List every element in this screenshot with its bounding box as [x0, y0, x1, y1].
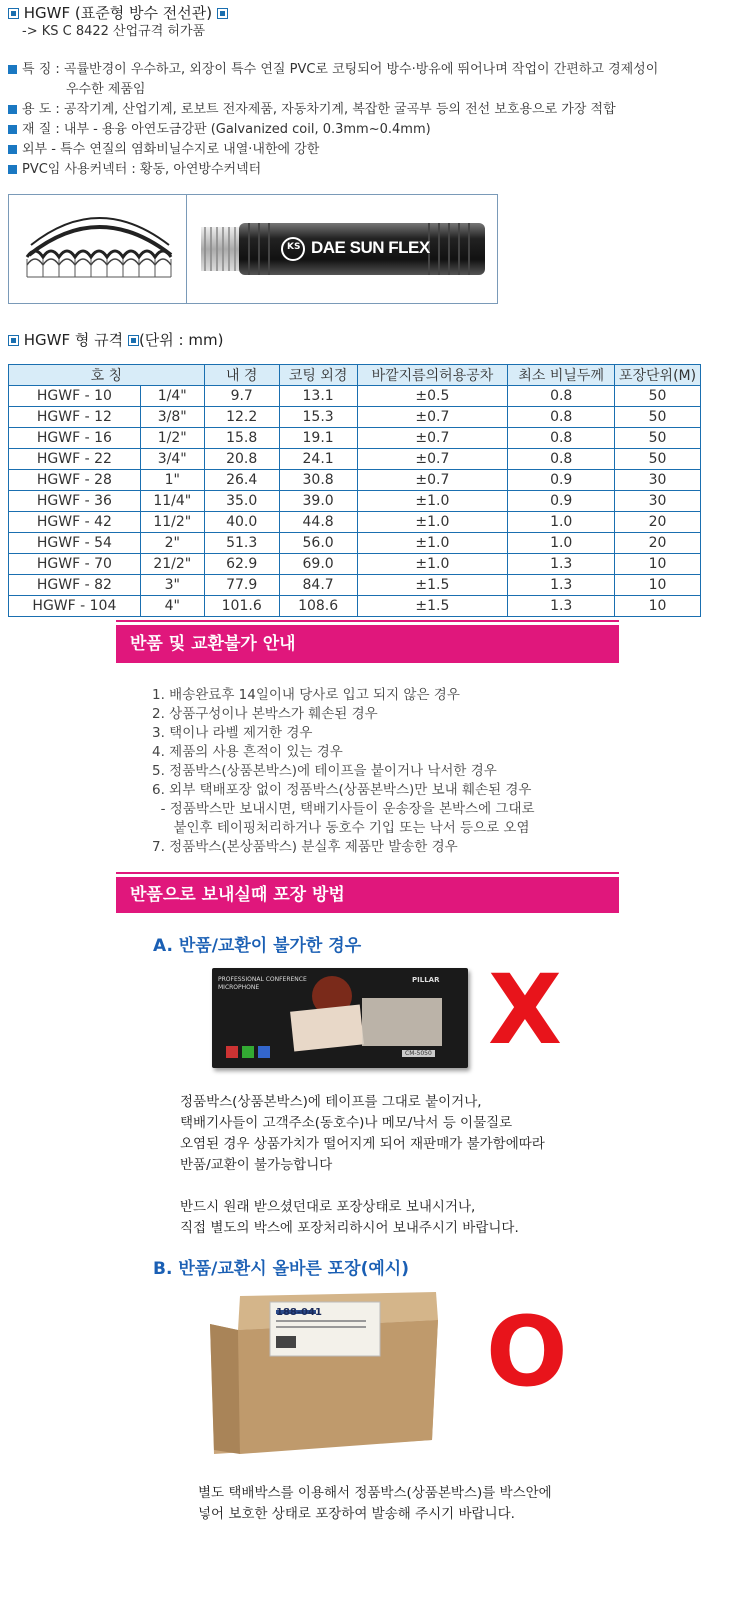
table-cell: 69.0 [279, 554, 357, 575]
table-cell: HGWF - 28 [9, 470, 141, 491]
box-icon [226, 1046, 238, 1058]
table-row [9, 596, 701, 617]
blue-square-icon [8, 105, 17, 114]
table-row [9, 428, 701, 449]
table-cell: 0.8 [508, 407, 615, 428]
table-cell: 4" [140, 596, 204, 617]
table-header: 내 경 [204, 365, 279, 386]
table-cell: 11/4" [140, 491, 204, 512]
page-title-row [8, 2, 228, 23]
table-cell: 35.0 [204, 491, 279, 512]
table-cell: 24.1 [279, 449, 357, 470]
box-label-text: PROFESSIONAL CONFERENCE [218, 976, 307, 983]
table-cell: 39.0 [279, 491, 357, 512]
table-cell: ±1.0 [357, 512, 508, 533]
table-cell: HGWF - 12 [9, 407, 141, 428]
table-cell: 21/2" [140, 554, 204, 575]
spec-list [8, 60, 733, 180]
ks-badge-text: KS [287, 242, 301, 252]
table-cell: 77.9 [204, 575, 279, 596]
table-row [9, 407, 701, 428]
table-cell: ±1.0 [357, 491, 508, 512]
table-cell: 30 [615, 470, 701, 491]
box-icon [258, 1046, 270, 1058]
spec-table [8, 364, 701, 617]
label-number: 188-041 [276, 1307, 322, 1318]
list-item: 3. 택이나 라벨 제거한 경우 [152, 725, 313, 741]
spec-item-cont: 우수한 제품임 [66, 82, 146, 97]
table-header: 바깥지름의허용공차 [357, 365, 508, 386]
table-cell: 0.9 [508, 470, 615, 491]
table-row [9, 449, 701, 470]
table-row [9, 533, 701, 554]
table-cell: 108.6 [279, 596, 357, 617]
list-item: 5. 정품박스(상품본박스)에 테이프을 붙이거나 낙서한 경우 [152, 763, 497, 779]
table-row [9, 470, 701, 491]
square-bullet-icon [128, 335, 139, 346]
table-cell: 10 [615, 554, 701, 575]
notice-list [152, 686, 612, 857]
table-header-row [9, 365, 701, 386]
section-a-title: A. 반품/교환이 불가한 경우 [153, 936, 362, 956]
blue-square-icon [8, 65, 17, 74]
table-cell: 9.7 [204, 386, 279, 407]
table-cell: 0.8 [508, 449, 615, 470]
blue-square-icon [8, 165, 17, 174]
table-cell: 3/4" [140, 449, 204, 470]
table-cell: HGWF - 54 [9, 533, 141, 554]
square-bullet-icon [217, 8, 228, 19]
table-cell: 50 [615, 428, 701, 449]
table-header: 코팅 외경 [279, 365, 357, 386]
table-cell: 3/8" [140, 407, 204, 428]
table-section-title: HGWF 형 규격 (단위 : mm) [8, 329, 223, 350]
blue-square-icon [8, 125, 17, 134]
table-cell: HGWF - 104 [9, 596, 141, 617]
list-item: 붙인후 테이핑처리하거나 동호수 기입 또는 낙서 등으로 오염 [152, 820, 530, 836]
table-cell: ±0.7 [357, 407, 508, 428]
table-cell: 20 [615, 533, 701, 554]
table-cell: 1.3 [508, 575, 615, 596]
square-bullet-icon [8, 335, 19, 346]
tape-label [362, 998, 442, 1046]
table-cell: 0.8 [508, 386, 615, 407]
table-row [9, 491, 701, 512]
conduit-photo [199, 213, 489, 285]
table-cell: ±1.0 [357, 533, 508, 554]
table-cell: 1.3 [508, 596, 615, 617]
box-model: CM-5050 [402, 1050, 435, 1057]
section-a-text: 정품박스(상품본박스)에 테이프를 그대로 붙이거나, 택배기사들이 고객주소(동호수)나 메모/낙서 등 이물질로 오염된 경우 상품가치가 떨어지게 되어 재판매가 불가함에따라 반품/교환이 불가능합니다 반드시 원래 받으셨던대로 포장상태로 보내시거나, 직접 별도의 박스에 포장처리하시어 보내주시기 바랍니다. [180, 1094, 545, 1236]
table-cell: 0.8 [508, 428, 615, 449]
table-cell: 1/4" [140, 386, 204, 407]
table-cell: 30 [615, 491, 701, 512]
table-row [9, 554, 701, 575]
table-cell: 44.8 [279, 512, 357, 533]
table-cell: 1.3 [508, 554, 615, 575]
table-cell: ±1.5 [357, 575, 508, 596]
table-cell: 1.0 [508, 512, 615, 533]
table-cell: 10 [615, 596, 701, 617]
list-item: 6. 외부 택배포장 없이 정품박스(상품본박스)만 보내 훼손된 경우 [152, 782, 532, 798]
table-row [9, 512, 701, 533]
o-mark: O [486, 1296, 568, 1408]
page-title: HGWF (표준형 방수 전선관) [23, 4, 213, 22]
table-header: 호 칭 [9, 365, 205, 386]
box-icon [242, 1046, 254, 1058]
square-bullet-icon [8, 8, 19, 19]
spec-item: 특 징 : 곡률반경이 우수하고, 외장이 특수 연질 PVC로 코팅되어 방수·방유에 뛰어나며 작업이 간편하고 경제성이 [8, 60, 733, 80]
table-row [9, 575, 701, 596]
packing-banner: 반품으로 보내실때 포장 방법 [116, 877, 619, 913]
table-cell: 20 [615, 512, 701, 533]
table-cell: ±1.5 [357, 596, 508, 617]
table-cell: ±0.7 [357, 470, 508, 491]
table-cell: 15.8 [204, 428, 279, 449]
table-cell: 11/2" [140, 512, 204, 533]
spec-item: 외부 - 특수 연질의 염화비닐수지로 내열·내한에 강한 [8, 140, 733, 160]
table-cell: 51.3 [204, 533, 279, 554]
table-cell: 40.0 [204, 512, 279, 533]
table-cell: 56.0 [279, 533, 357, 554]
box-label-text: MICROPHONE [218, 984, 260, 991]
page-subtitle: -> KS C 8422 산업규격 허가품 [22, 24, 206, 39]
table-cell: 12.2 [204, 407, 279, 428]
list-item: 4. 제품의 사용 흔적이 있는 경우 [152, 744, 343, 760]
table-cell: 13.1 [279, 386, 357, 407]
table-cell: 15.3 [279, 407, 357, 428]
table-header: 포장단위(M) [615, 365, 701, 386]
shipping-box-photo [210, 1290, 442, 1458]
table-cell: 1" [140, 470, 204, 491]
shipping-label [290, 1004, 364, 1051]
table-cell: 50 [615, 407, 701, 428]
table-cell: 3" [140, 575, 204, 596]
box-brand: PILLAR [412, 976, 440, 984]
table-cell: HGWF - 42 [9, 512, 141, 533]
table-cell: 50 [615, 386, 701, 407]
notice-banner: 반품 및 교환불가 안내 [116, 625, 619, 663]
spec-item: PVC임 사용커넥터 : 황동, 아연방수커넥터 [8, 160, 733, 180]
x-mark: X [488, 954, 563, 1066]
table-cell: 1/2" [140, 428, 204, 449]
table-cell: 2" [140, 533, 204, 554]
table-cell: HGWF - 10 [9, 386, 141, 407]
table-cell: 0.9 [508, 491, 615, 512]
cross-section-drawing [9, 195, 187, 303]
table-cell: HGWF - 16 [9, 428, 141, 449]
section-b-text: 별도 택배박스를 이용해서 정품박스(상품본박스)를 박스안에 넣어 보호한 상태로 포장하여 발송해 주시기 바랍니다. [198, 1485, 552, 1522]
table-cell: HGWF - 70 [9, 554, 141, 575]
list-item: 1. 배송완료후 14일이내 당사로 입고 되지 않은 경우 [152, 687, 460, 703]
section-b-title: B. 반품/교환시 올바른 포장(예시) [153, 1259, 409, 1279]
list-item: 2. 상품구성이나 본박스가 훼손된 경우 [152, 706, 378, 722]
original-box-photo [212, 968, 468, 1068]
table-header: 최소 비닐두께 [508, 365, 615, 386]
spec-item: 재 질 : 내부 - 용융 아연도금강판 (Galvanized coil, 0.3mm~0.4mm) [8, 120, 733, 140]
list-item: 7. 정품박스(본상품박스) 분실후 제품만 발송한 경우 [152, 839, 458, 855]
table-cell: ±0.5 [357, 386, 508, 407]
table-cell: 26.4 [204, 470, 279, 491]
blue-square-icon [8, 145, 17, 154]
product-image-box [8, 194, 498, 304]
spec-item: 용 도 : 공작기계, 산업기계, 로보트 전자제품, 자동차기계, 복잡한 굴곡부 등의 전선 보호용으로 가장 적합 [8, 100, 733, 120]
brand-text: DAE SUN FLEX [311, 238, 430, 257]
table-cell: 1.0 [508, 533, 615, 554]
table-cell: 50 [615, 449, 701, 470]
table-cell: HGWF - 22 [9, 449, 141, 470]
table-cell: 101.6 [204, 596, 279, 617]
divider [116, 620, 619, 622]
table-cell: 62.9 [204, 554, 279, 575]
table-cell: 84.7 [279, 575, 357, 596]
table-cell: HGWF - 82 [9, 575, 141, 596]
table-cell: 10 [615, 575, 701, 596]
table-cell: 30.8 [279, 470, 357, 491]
table-cell: ±1.0 [357, 554, 508, 575]
divider [116, 872, 619, 874]
table-cell: 20.8 [204, 449, 279, 470]
table-row [9, 386, 701, 407]
table-cell: HGWF - 36 [9, 491, 141, 512]
table-cell: ±0.7 [357, 428, 508, 449]
table-cell: ±0.7 [357, 449, 508, 470]
list-item: - 정품박스만 보내시면, 택배기사들이 운송장을 본박스에 그대로 [152, 801, 535, 817]
table-cell: 19.1 [279, 428, 357, 449]
